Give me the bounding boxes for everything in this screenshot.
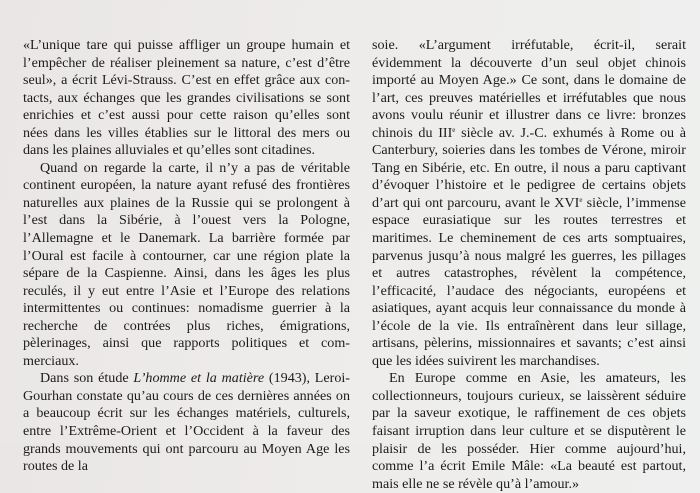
left-column (23, 37, 350, 476)
paragraph-levi-strauss: «L’unique tare qui puisse affliger un groupe humain et l’empêcher de réaliser pleinement sa nature, c’est d’être seul», a écrit Lévi-Strauss. C’est en effet grâce aux contacts, aux échanges que les grandes civilisations se sont enrichies et c’est aussi pour cette raison qu’elles sont nées dans les villes établies sur le littoral des mers ou dans les plaines alluviales et qu’elles sont citadines. (23, 37, 350, 159)
book-title: L’homme et la matière (133, 370, 265, 387)
paragraph-carte: Quand on regarde la carte, il n’y a pas de véritable continent européen, la nature ayant refusé des frontières naturelles aux plaines de la Russie qui se prolongent à l’est dans la Sibérie, à l’ouest vers la Pologne, l’Allemagne et le Danemark. La barrière formée par l’Oural est facile à contourner, car une région plate la sépare de la Caspienne. Ainsi, dans les âges les plus reculés, il y eut entre l’Asie et l’Europe des relations intermittentes ou continues: nomadisme guerrier à la recherche de contrées plus riches, émigrations, pèlerinages, ainsi que rapports politiques et commerciaux. (23, 159, 350, 369)
superscript: e (452, 125, 456, 134)
paragraph-europe-asie: En Europe comme en Asie, les amateurs, les collectionneurs, toujours curieux, se laissèrent séduire par la saveur exotique, le raffinement de ces objets faisant irruption dans leur culture et se disputèrent le plaisir de les posséder. Hier comme aujourd’hui, comme l’a écrit Emile Mâle: «La beauté est partout, mais elle ne se révèle qu’à l’amour.» (372, 370, 686, 492)
paragraph-argument (372, 37, 686, 370)
paragraph-text: soie. «L’argument irréfutable, écrit-il, serait évidemment la découverte d’un seul objet chinois importé au Moyen Age.» Ce sont, dans le domaine de l’art, ces preuves matérielles et irréfutables que nous avons voulu réunir et illustrer dans ce livre: bronzes chinois du III (372, 37, 686, 141)
paragraph-text: (1943), Leroi-Gourhan constate qu’au cours de ces dernières années on a beaucoup écrit sur les échanges matériels, culturels, entre l’Extrême-Orient et l’Occident à la faveur des grands mouvements qui ont parcouru au Moyen Age les routes de la (23, 370, 350, 475)
paragraph-text: siècle av. J.-C. exhumés à Rome ou à Canterbury, soieries dans les tombes de Vérone, miroir Tang en Sibérie, etc. En outre, il nous a paru captivant d’évoquer l’histoire et le pedigree de certains objets d’art qui ont parcouru, avant le XVI (372, 124, 686, 211)
paragraph-text: Dans son étude (40, 370, 134, 387)
right-column (372, 37, 686, 493)
paragraph-text: siècle, l’immense espace eurasiatique sur les routes terrestres et maritimes. Le cheminement de ces arts somptuaires, parvenus jusqu’à nous malgré les guerres, les pillages et autres catastrophes, révèlent la compétence, l’efficacité, l’audace des négociants, européens et asiatiques, ayant acquis leur connaissance du monde à l’école de la vie. Ils entraînèrent dans leur sillage, artisans, pèlerins, missionnaires et savants; c’est ainsi que les idées suivirent les marchandises. (372, 194, 686, 369)
paragraph-leroi-gourhan (23, 370, 350, 475)
superscript: e (579, 195, 583, 204)
